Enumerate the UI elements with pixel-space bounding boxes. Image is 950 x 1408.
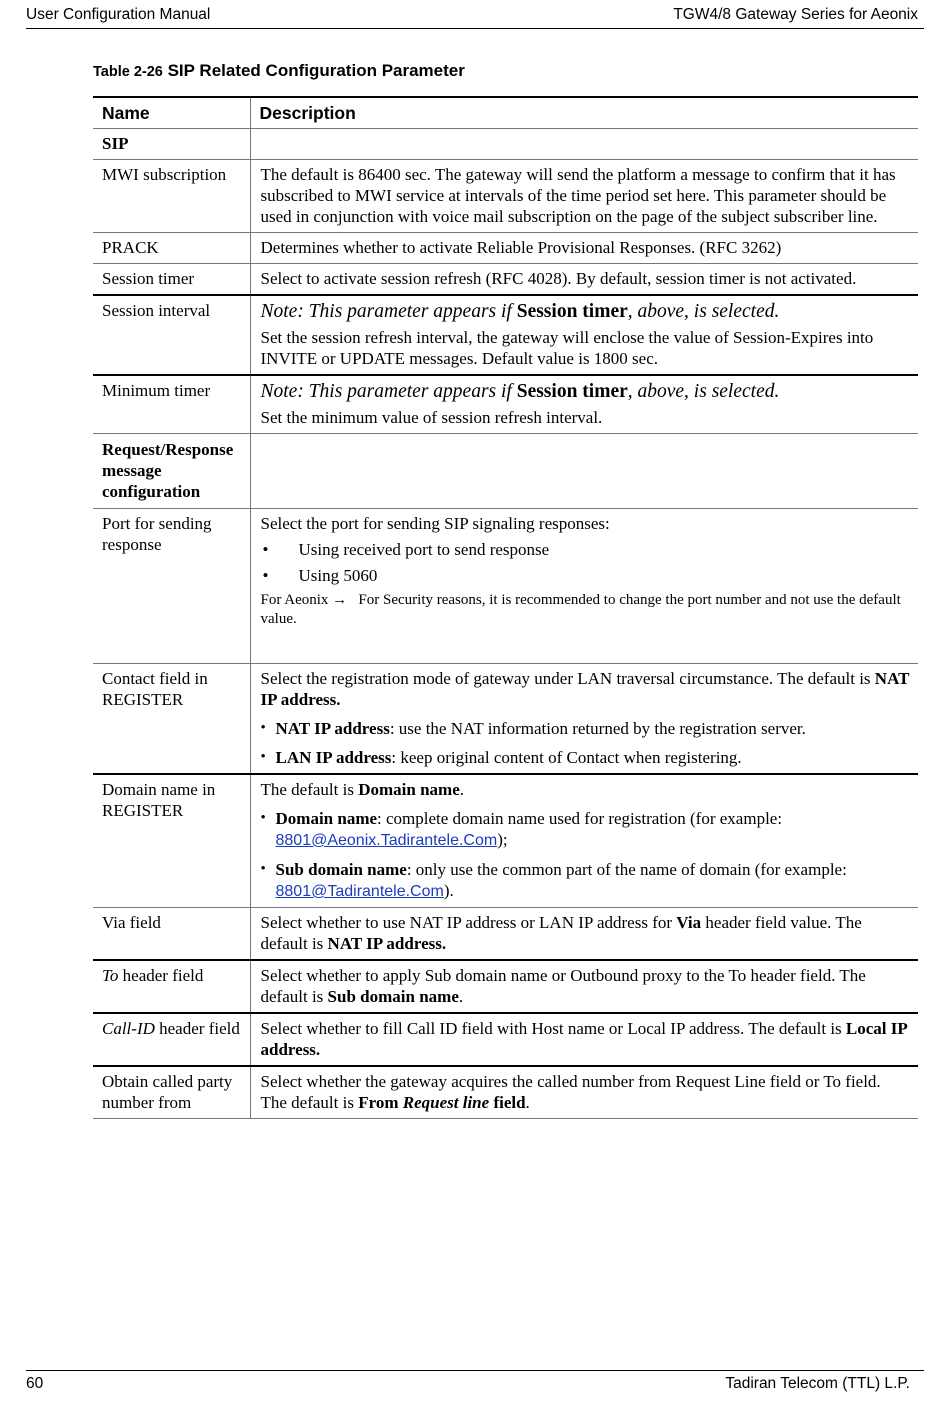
example-link[interactable]: 8801@Aeonix.Tadirantele.Com <box>275 832 498 849</box>
param-description: The default is 86400 sec. The gateway will send the platform a message to confirm that it has subscribed to MWI service at intervals of the time period set here. This parameter should be used in conjunction with voice mail subscription on the page of the subject subscriber line. <box>260 165 896 226</box>
option-item: • Using 5060 <box>261 565 911 586</box>
param-note: Note: This parameter appears if Session timer, above, is selected. <box>260 301 780 322</box>
option-item: • LAN IP address: keep original content of Contact when registering. <box>261 747 911 768</box>
option-item: • NAT IP address: use the NAT information returned by the registration server. <box>261 718 911 739</box>
table-row-port-for-sending-response <box>93 509 918 664</box>
param-description <box>250 509 918 664</box>
param-name: PRACK <box>93 233 250 264</box>
param-description <box>250 295 918 375</box>
sip-parameter-table <box>93 96 918 1119</box>
param-description: Select whether to use NAT IP address or LAN IP address for Via header field value. The default is NAT IP address. <box>260 913 862 953</box>
section-row-sip <box>93 129 918 160</box>
param-name: Minimum timer <box>93 375 250 434</box>
table-title: SIP Related Configuration Parameter <box>167 61 465 80</box>
section-label: Request/Response message configuration <box>93 434 250 509</box>
table-row-call-id-header-field <box>93 1013 918 1066</box>
param-name: Call-ID header field <box>93 1013 250 1066</box>
param-name: Obtain called party number from <box>93 1066 250 1119</box>
header-doc-title: User Configuration Manual <box>26 6 211 23</box>
param-description-text: Select the port for sending SIP signaling responses: <box>260 514 610 533</box>
table-header-row <box>93 97 918 129</box>
param-description <box>250 375 918 434</box>
empty-cell <box>250 129 918 160</box>
param-description-text: Set the minimum value of session refresh interval. <box>260 408 603 427</box>
param-description: Select whether to apply Sub domain name or Outbound proxy to the To header field. The default is Sub domain name. <box>260 966 866 1006</box>
section-row-request-response <box>93 434 918 509</box>
table-row-contact-field <box>93 664 918 775</box>
param-name: Domain name in REGISTER <box>93 774 250 908</box>
param-name: Contact field in REGISTER <box>93 664 250 775</box>
param-description <box>250 774 918 908</box>
param-description-text: Select the registration mode of gateway under LAN traversal circumstance. The default is NAT IP address. <box>260 669 910 709</box>
param-name: Via field <box>93 908 250 961</box>
column-header-description: Description <box>259 103 356 123</box>
table-row-mwi-subscription <box>93 160 918 233</box>
arrow-icon: → <box>332 592 348 608</box>
aeonix-note: For Aeonix → For Security reasons, it is recommended to change the port number and not use the default value. <box>260 592 901 627</box>
param-name: Port for sending response <box>93 509 250 664</box>
param-name: MWI subscription <box>93 160 250 233</box>
table-row-session-interval <box>93 295 918 375</box>
param-description-text: The default is Domain name. <box>260 780 464 799</box>
param-description <box>250 664 918 775</box>
footer-company: Tadiran Telecom (TTL) L.P. <box>725 1375 910 1392</box>
empty-cell <box>250 434 918 509</box>
table-number: Table 2-26 <box>93 64 163 80</box>
example-link[interactable]: 8801@Tadirantele.Com <box>275 883 444 900</box>
table-row-via-field <box>93 908 918 961</box>
page-header <box>26 6 924 29</box>
option-item: • Using received port to send response <box>261 539 911 560</box>
param-description: Select whether the gateway acquires the called number from Request Line field or To field. The default is From Request line field. <box>260 1072 881 1112</box>
table-row-minimum-timer <box>93 375 918 434</box>
header-product: TGW4/8 Gateway Series for Aeonix <box>673 6 918 23</box>
table-row-to-header-field <box>93 960 918 1013</box>
table-caption <box>93 61 465 81</box>
param-note: Note: This parameter appears if Session timer, above, is selected. <box>260 381 780 402</box>
section-label: SIP <box>93 129 250 160</box>
table-row-prack <box>93 233 918 264</box>
param-description: Select whether to fill Call ID field with Host name or Local IP address. The default is Local IP address. <box>260 1019 907 1059</box>
param-name: Session timer <box>93 264 250 296</box>
param-name: To header field <box>93 960 250 1013</box>
table-row-session-timer <box>93 264 918 296</box>
param-description-text: Set the session refresh interval, the gateway will enclose the value of Session-Expires into INVITE or UPDATE messages. Default value is 1800 sec. <box>260 328 874 368</box>
table-row-obtain-called-party-number <box>93 1066 918 1119</box>
page-footer <box>26 1370 924 1392</box>
param-description: Determines whether to activate Reliable Provisional Responses. (RFC 3262) <box>260 238 782 257</box>
param-description: Select to activate session refresh (RFC 4028). By default, session timer is not activated. <box>260 269 857 288</box>
option-item: • Sub domain name: only use the common part of the name of domain (for example: 8801@Tadirantele.Com). <box>261 859 911 902</box>
page-number: 60 <box>26 1375 44 1392</box>
table-row-domain-name <box>93 774 918 908</box>
column-header-name: Name <box>93 97 250 129</box>
param-name: Session interval <box>93 295 250 375</box>
option-item: • Domain name: complete domain name used for registration (for example: 8801@Aeonix.Tadirantele.Com); <box>261 808 911 851</box>
